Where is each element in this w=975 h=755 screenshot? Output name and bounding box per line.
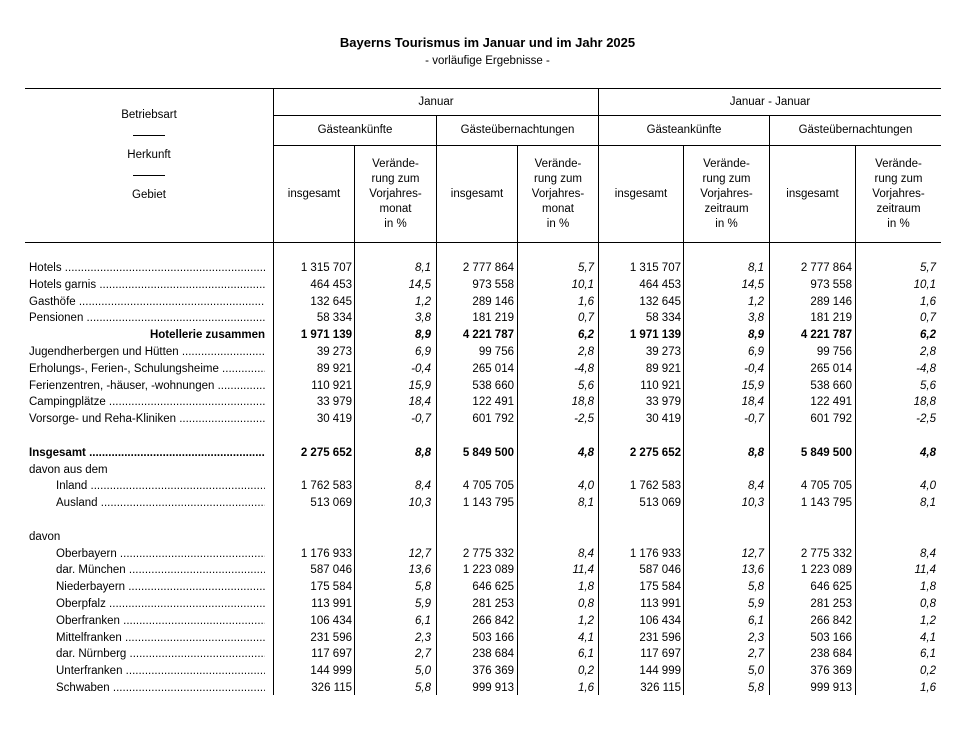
cell-total: 289 146 [472, 295, 514, 308]
cell-change-percent: 10,3 [408, 497, 431, 510]
table-row [0, 562, 975, 579]
cell-change-percent: 11,4 [572, 564, 594, 577]
cell-total: 144 999 [639, 665, 681, 678]
cell-total: 587 046 [310, 564, 352, 577]
cell-total: 106 434 [639, 614, 681, 627]
cell-total: 106 434 [310, 614, 352, 627]
cell-change-percent: 6,9 [415, 346, 431, 358]
cell-total: 4 221 787 [800, 329, 852, 342]
cell-change-percent: 4,1 [578, 631, 594, 644]
table-row [0, 663, 975, 680]
page-title: Bayerns Tourismus im Januar und im Jahr 2025 [339, 35, 636, 50]
row-label: Oberfranken ..... [56, 613, 265, 630]
cell-total: 973 558 [810, 278, 852, 291]
cell-total: 1 143 795 [462, 497, 514, 510]
cell-total: 999 913 [472, 682, 514, 694]
page-subtitle: - vorläufige Ergebnisse - [425, 55, 550, 67]
cell-total: 113 991 [311, 598, 352, 610]
cell-total: 89 921 [645, 362, 681, 375]
cell-change-percent: 5,8 [415, 682, 431, 694]
cell-change-percent: 4,0 [920, 480, 936, 493]
cell-total: 4 705 705 [462, 480, 514, 493]
cell-change-percent: 6,1 [415, 614, 431, 627]
group-header-januar: Januar [418, 95, 454, 108]
row-label: Ausland ..... [56, 495, 265, 512]
table-row [0, 529, 975, 546]
cell-total: 175 584 [310, 581, 352, 594]
row-label: Inland ..... [56, 478, 265, 495]
cell-total: 39 273 [645, 346, 681, 358]
cell-total: 999 913 [810, 682, 852, 694]
cell-change-percent: 8,4 [748, 480, 764, 493]
cell-total: 122 491 [810, 396, 852, 409]
cell-change-percent: -0,7 [411, 413, 431, 426]
cell-total: 289 146 [810, 295, 852, 308]
cell-total: 513 069 [310, 497, 352, 510]
cell-total: 33 979 [316, 396, 352, 409]
cell-change-percent: 2,7 [415, 648, 431, 661]
cell-total: 175 584 [639, 581, 681, 594]
cell-total: 1 176 933 [300, 547, 352, 560]
stub-label-gebiet: Gebiet [132, 189, 166, 201]
cell-total: 144 999 [310, 665, 352, 678]
table-row [0, 445, 975, 462]
row-label: Hotels garnis ..... [29, 277, 265, 294]
cell-change-percent: 15,9 [741, 379, 764, 392]
cell-total: 99 756 [816, 346, 852, 358]
cell-change-percent: 13,6 [408, 564, 431, 577]
colheader-insgesamt-3: insgesamt [614, 187, 668, 200]
table-row [0, 344, 975, 361]
cell-total: 646 625 [810, 581, 852, 594]
cell-change-percent: -0,7 [744, 413, 764, 426]
row-label: Niederbayern ..... [56, 579, 265, 596]
cell-change-percent: 6,2 [920, 329, 936, 342]
cell-change-percent: 8,9 [748, 329, 764, 342]
row-label: Schwaben ..... [56, 680, 265, 697]
cell-change-percent: 2,3 [748, 631, 764, 644]
cell-total: 464 453 [310, 278, 352, 291]
cell-change-percent: 1,6 [920, 295, 936, 308]
subheader-ankuenfte-2: Gästeankünfte [646, 124, 722, 136]
table-row [0, 294, 975, 311]
row-label: davon aus dem [29, 463, 108, 476]
cell-total: 231 596 [639, 631, 681, 644]
table-row [0, 327, 975, 344]
cell-change-percent: 18,8 [571, 396, 594, 409]
cell-total: 5 849 500 [462, 446, 514, 459]
cell-change-percent: 0,2 [920, 665, 936, 678]
row-label: Hotels ..... [29, 260, 265, 277]
row-label: dar. Nürnberg ..... [56, 646, 265, 663]
cell-change-percent: 8,4 [578, 547, 594, 560]
cell-total: 326 115 [311, 682, 352, 694]
cell-total: 1 143 795 [800, 497, 852, 510]
blank-row [0, 428, 975, 445]
table-row [0, 646, 975, 663]
cell-change-percent: 10,1 [571, 278, 594, 291]
cell-total: 238 684 [472, 648, 514, 661]
cell-change-percent: 2,8 [920, 346, 936, 358]
cell-total: 2 777 864 [462, 262, 514, 274]
cell-change-percent: -2,5 [574, 413, 594, 426]
table-row [0, 378, 975, 395]
cell-total: 503 166 [810, 631, 852, 644]
cell-change-percent: 5,7 [578, 262, 594, 274]
cell-change-percent: 5,9 [415, 598, 431, 610]
cell-total: 4 705 705 [800, 480, 852, 493]
row-label: Ferienzentren, -häuser, -wohnungen ..... [29, 378, 265, 395]
cell-change-percent: 1,2 [748, 295, 764, 308]
cell-change-percent: 6,2 [578, 329, 594, 342]
cell-total: 538 660 [472, 379, 514, 392]
row-label: Pensionen ..... [29, 310, 265, 327]
cell-change-percent: -0,4 [744, 362, 764, 375]
table-row [0, 310, 975, 327]
blank-row [0, 512, 975, 529]
row-label: davon [29, 530, 61, 543]
cell-total: 464 453 [639, 278, 681, 291]
cell-total: 1 223 089 [462, 564, 514, 577]
row-label: Mittelfranken ..... [56, 630, 265, 647]
cell-total: 132 645 [639, 295, 681, 308]
cell-total: 266 842 [472, 614, 514, 627]
cell-change-percent: 3,8 [415, 312, 431, 325]
row-label: Gasthöfe ..... [29, 294, 265, 311]
row-label: dar. München ..... [56, 562, 265, 579]
cell-change-percent: 1,6 [578, 295, 594, 308]
cell-change-percent: 5,8 [748, 682, 764, 694]
cell-total: 181 219 [810, 312, 852, 325]
colheader-insgesamt-4: insgesamt [786, 187, 839, 200]
table-row [0, 411, 975, 428]
table-row [0, 462, 975, 479]
cell-change-percent: 1,8 [578, 581, 594, 594]
cell-change-percent: 5,7 [920, 262, 936, 274]
cell-total: 99 756 [478, 346, 514, 358]
row-label: Vorsorge- und Reha-Kliniken ..... [29, 411, 265, 428]
row-label: Oberbayern ..... [56, 546, 265, 563]
subheader-ankuenfte-1: Gästeankünfte [317, 124, 393, 136]
cell-total: 601 792 [810, 413, 852, 426]
cell-total: 538 660 [810, 379, 852, 392]
cell-change-percent: 14,5 [408, 278, 431, 291]
row-label: Jugendherbergen und Hütten ..... [29, 344, 265, 361]
cell-change-percent: 4,8 [920, 446, 936, 459]
cell-total: 122 491 [472, 396, 514, 409]
cell-change-percent: 0,2 [578, 665, 594, 678]
cell-total: 58 334 [645, 312, 681, 325]
row-label: Campingplätze ..... [29, 394, 265, 411]
cell-change-percent: 4,8 [578, 446, 594, 459]
cell-change-percent: 6,1 [748, 614, 764, 627]
cell-change-percent: 1,2 [415, 295, 431, 308]
cell-change-percent: 12,7 [408, 547, 431, 560]
cell-change-percent: 1,2 [578, 614, 594, 627]
cell-change-percent: -2,5 [916, 413, 936, 426]
stub-separator [133, 135, 165, 136]
cell-change-percent: -4,8 [574, 362, 594, 375]
cell-total: 110 921 [640, 379, 681, 392]
colheader-change-2: Verände- rung zum Vorjahres- monat in % [531, 157, 585, 230]
cell-change-percent: 14,5 [741, 278, 764, 291]
cell-total: 58 334 [316, 312, 352, 325]
cell-total: 110 921 [311, 379, 352, 392]
subheader-uebernachtungen-2: Gästeübernachtungen [798, 124, 913, 136]
cell-change-percent: 1,8 [920, 581, 936, 594]
row-label: Hotellerie zusammen [149, 329, 265, 342]
cell-total: 2 775 332 [462, 547, 514, 560]
row-label: Insgesamt ..... [29, 445, 265, 462]
cell-change-percent: 4,0 [578, 480, 594, 493]
cell-change-percent: -4,8 [916, 362, 936, 375]
cell-change-percent: 10,1 [913, 278, 936, 291]
cell-change-percent: 18,4 [741, 396, 764, 409]
cell-total: 376 369 [810, 665, 852, 678]
colheader-insgesamt-2: insgesamt [450, 187, 504, 200]
cell-change-percent: 0,8 [920, 598, 936, 610]
table-row [0, 680, 975, 697]
cell-total: 281 253 [472, 598, 514, 610]
subheader-uebernachtungen-1: Gästeübernachtungen [460, 124, 575, 136]
stub-label-herkunft: Herkunft [127, 149, 171, 161]
colheader-insgesamt-1: insgesamt [287, 187, 341, 200]
cell-change-percent: 2,7 [748, 648, 764, 661]
stub-header [25, 108, 273, 203]
cell-change-percent: 5,0 [748, 665, 764, 678]
cell-change-percent: 1,6 [920, 682, 936, 694]
table-row [0, 579, 975, 596]
cell-total: 4 221 787 [462, 329, 514, 342]
cell-total: 1 762 583 [629, 480, 681, 493]
table-row [0, 546, 975, 563]
cell-change-percent: -0,4 [411, 362, 431, 375]
colheader-change-4: Verände- rung zum Vorjahres- zeitraum in % [872, 157, 925, 230]
cell-change-percent: 8,8 [748, 446, 764, 459]
cell-total: 33 979 [645, 396, 681, 409]
cell-total: 646 625 [472, 581, 514, 594]
cell-total: 89 921 [316, 362, 352, 375]
cell-total: 2 777 864 [800, 262, 852, 274]
cell-total: 2 275 652 [300, 446, 352, 459]
cell-change-percent: 8,8 [415, 446, 431, 459]
cell-change-percent: 6,9 [748, 346, 764, 358]
cell-change-percent: 15,9 [408, 379, 431, 392]
cell-total: 1 762 583 [300, 480, 352, 493]
row-label: Unterfranken ..... [56, 663, 265, 680]
cell-change-percent: 8,4 [415, 480, 431, 493]
cell-total: 2 275 652 [629, 446, 681, 459]
row-label: Erholungs-, Ferien-, Schulungsheime ..... [29, 361, 265, 378]
cell-total: 265 014 [472, 362, 514, 375]
cell-change-percent: 4,1 [920, 631, 936, 644]
table-row [0, 596, 975, 613]
cell-total: 117 697 [311, 648, 352, 661]
cell-change-percent: 5,6 [578, 379, 594, 392]
cell-total: 30 419 [645, 413, 681, 426]
cell-total: 601 792 [472, 413, 514, 426]
cell-change-percent: 8,4 [920, 547, 936, 560]
cell-change-percent: 18,8 [913, 396, 936, 409]
cell-total: 2 775 332 [800, 547, 852, 560]
group-header-januar-januar: Januar - Januar [729, 95, 811, 108]
cell-total: 1 176 933 [629, 547, 681, 560]
cell-change-percent: 10,3 [741, 497, 764, 510]
header-bottom-rule [25, 242, 941, 243]
cell-change-percent: 8,1 [920, 497, 936, 510]
cell-total: 266 842 [810, 614, 852, 627]
cell-change-percent: 0,8 [578, 598, 594, 610]
colheader-change-3: Verände- rung zum Vorjahres- zeitraum in % [700, 157, 753, 230]
cell-change-percent: 5,8 [748, 581, 764, 594]
table-row [0, 613, 975, 630]
table-row [0, 394, 975, 411]
cell-total: 1 315 707 [629, 262, 681, 274]
cell-total: 238 684 [810, 648, 852, 661]
cell-total: 30 419 [316, 413, 352, 426]
cell-total: 1 315 707 [300, 262, 352, 274]
cell-change-percent: 18,4 [408, 396, 431, 409]
cell-change-percent: 1,6 [578, 682, 594, 694]
cell-total: 231 596 [310, 631, 352, 644]
row-label: Oberpfalz ..... [56, 596, 265, 613]
table-row [0, 277, 975, 294]
cell-total: 5 849 500 [800, 446, 852, 459]
cell-total: 39 273 [316, 346, 352, 358]
table-row [0, 260, 975, 277]
cell-change-percent: 6,1 [920, 648, 936, 661]
cell-total: 503 166 [472, 631, 514, 644]
cell-total: 376 369 [472, 665, 514, 678]
cell-change-percent: 5,8 [415, 581, 431, 594]
cell-change-percent: 8,9 [415, 329, 431, 342]
cell-change-percent: 6,1 [578, 648, 594, 661]
cell-change-percent: 5,9 [748, 598, 764, 610]
table-row [0, 361, 975, 378]
table-row [0, 630, 975, 647]
cell-change-percent: 5,0 [415, 665, 431, 678]
cell-change-percent: 8,1 [578, 497, 594, 510]
cell-total: 181 219 [472, 312, 514, 325]
cell-change-percent: 2,3 [415, 631, 431, 644]
colheader-change-1: Verände- rung zum Vorjahres- monat in % [369, 157, 422, 230]
cell-total: 265 014 [810, 362, 852, 375]
cell-change-percent: 12,7 [741, 547, 764, 560]
cell-change-percent: 11,4 [914, 564, 936, 577]
cell-total: 1 971 139 [300, 329, 352, 342]
cell-change-percent: 3,8 [748, 312, 764, 325]
cell-change-percent: 1,2 [920, 614, 936, 627]
cell-change-percent: 8,1 [415, 262, 431, 274]
cell-total: 587 046 [639, 564, 681, 577]
cell-total: 326 115 [640, 682, 681, 694]
cell-change-percent: 13,6 [741, 564, 764, 577]
stub-separator [133, 175, 165, 176]
cell-change-percent: 5,6 [920, 379, 936, 392]
cell-total: 113 991 [640, 598, 681, 610]
cell-change-percent: 8,1 [748, 262, 764, 274]
cell-change-percent: 0,7 [920, 312, 936, 325]
table-row [0, 495, 975, 512]
cell-total: 513 069 [639, 497, 681, 510]
cell-change-percent: 0,7 [578, 312, 594, 325]
cell-change-percent: 2,8 [578, 346, 594, 358]
cell-total: 117 697 [640, 648, 681, 661]
cell-total: 132 645 [310, 295, 352, 308]
cell-total: 973 558 [472, 278, 514, 291]
cell-total: 1 971 139 [629, 329, 681, 342]
cell-total: 1 223 089 [800, 564, 852, 577]
stub-label-betriebsart: Betriebsart [121, 109, 177, 121]
cell-total: 281 253 [810, 598, 852, 610]
table-row [0, 478, 975, 495]
